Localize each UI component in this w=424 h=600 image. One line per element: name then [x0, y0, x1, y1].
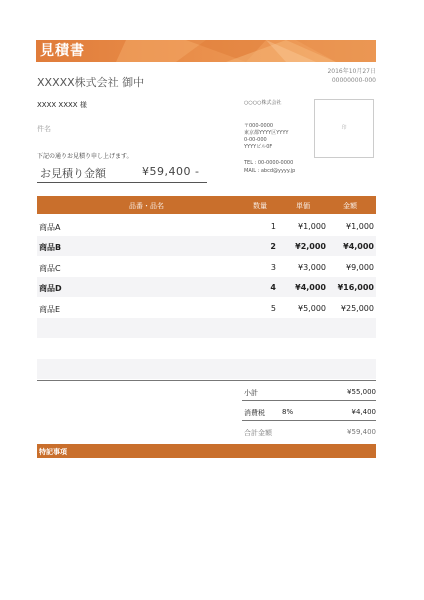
tax-label: 消費税	[244, 409, 265, 417]
title-band	[36, 40, 376, 62]
item-amount: ¥16,000	[337, 283, 374, 292]
header-amount: 金額	[343, 202, 357, 210]
item-qty: 4	[270, 283, 276, 292]
header-qty: 数量	[253, 202, 267, 210]
item-amount: ¥25,000	[340, 304, 374, 313]
document-number: 00000000-000	[331, 77, 376, 84]
amount-underline	[37, 182, 207, 183]
subtotal-value: ¥55,000	[347, 388, 376, 396]
issuer-tel: TEL : 00-0000-0000	[244, 160, 294, 166]
item-amount: ¥9,000	[346, 263, 374, 272]
item-amount: ¥4,000	[343, 242, 374, 251]
client-company: XXXXX株式会社 御中	[37, 76, 145, 89]
header-price: 単価	[296, 202, 310, 210]
item-price: ¥2,000	[295, 242, 326, 251]
summary-divider	[242, 400, 376, 401]
remarks-header	[37, 444, 376, 458]
page-title: 見積書	[40, 43, 85, 59]
item-qty: 1	[270, 222, 276, 231]
issuer-address-2: 0-00-000	[244, 137, 267, 143]
empty-row	[37, 318, 376, 338]
issue-date: 2016年10月27日	[327, 68, 376, 75]
seal-box	[314, 99, 374, 158]
issuer-mail: MAIL : abcd@yyyy.jp	[244, 168, 296, 174]
total-label: 合計金額	[244, 429, 272, 437]
item-price: ¥5,000	[298, 304, 326, 313]
issuer-address: 東京都YYYY区YYYY	[244, 130, 289, 136]
item-name: 商品C	[39, 264, 61, 273]
item-amount: ¥1,000	[346, 222, 374, 231]
total-value: ¥59,400	[347, 428, 376, 436]
subtotal-label: 小計	[244, 389, 258, 397]
item-price: ¥4,000	[295, 283, 326, 292]
geometric-pattern	[36, 40, 376, 62]
table-bottom-line	[37, 380, 376, 381]
item-name: 商品B	[39, 243, 62, 252]
seal-label: 印	[341, 125, 347, 131]
remarks-label: 特記事項	[39, 448, 67, 456]
item-qty: 5	[270, 304, 276, 313]
issuer-postal: 〒000-0000	[244, 123, 274, 129]
table-row	[37, 298, 376, 318]
item-name: 商品D	[39, 284, 62, 293]
item-qty: 3	[270, 263, 276, 272]
tax-rate: 8%	[282, 408, 294, 416]
estimate-note: 下記の通りお見積り申し上げます。	[37, 153, 133, 160]
item-name: 商品E	[39, 305, 61, 314]
table-row	[37, 277, 376, 297]
table-row	[37, 257, 376, 277]
table-row	[37, 216, 376, 236]
table-row	[37, 236, 376, 256]
table-header	[37, 196, 376, 214]
estimate-amount-value: ¥59,400 -	[142, 165, 200, 178]
subject: 件名	[37, 125, 51, 133]
issuer-building: YYYYビル0F	[244, 144, 273, 150]
issuer-company: ○○○○株式会社	[244, 100, 282, 106]
client-person: XXXX XXXX 様	[37, 101, 87, 109]
tax-value: ¥4,400	[351, 408, 376, 416]
empty-row	[37, 359, 376, 379]
header-name: 品番・品名	[129, 202, 164, 210]
estimate-amount-label: お見積り金額	[40, 167, 106, 180]
empty-row	[37, 339, 376, 359]
item-name: 商品A	[39, 223, 61, 232]
summary-divider	[242, 420, 376, 421]
item-price: ¥1,000	[298, 222, 326, 231]
item-price: ¥3,000	[298, 263, 326, 272]
item-qty: 2	[270, 242, 276, 251]
